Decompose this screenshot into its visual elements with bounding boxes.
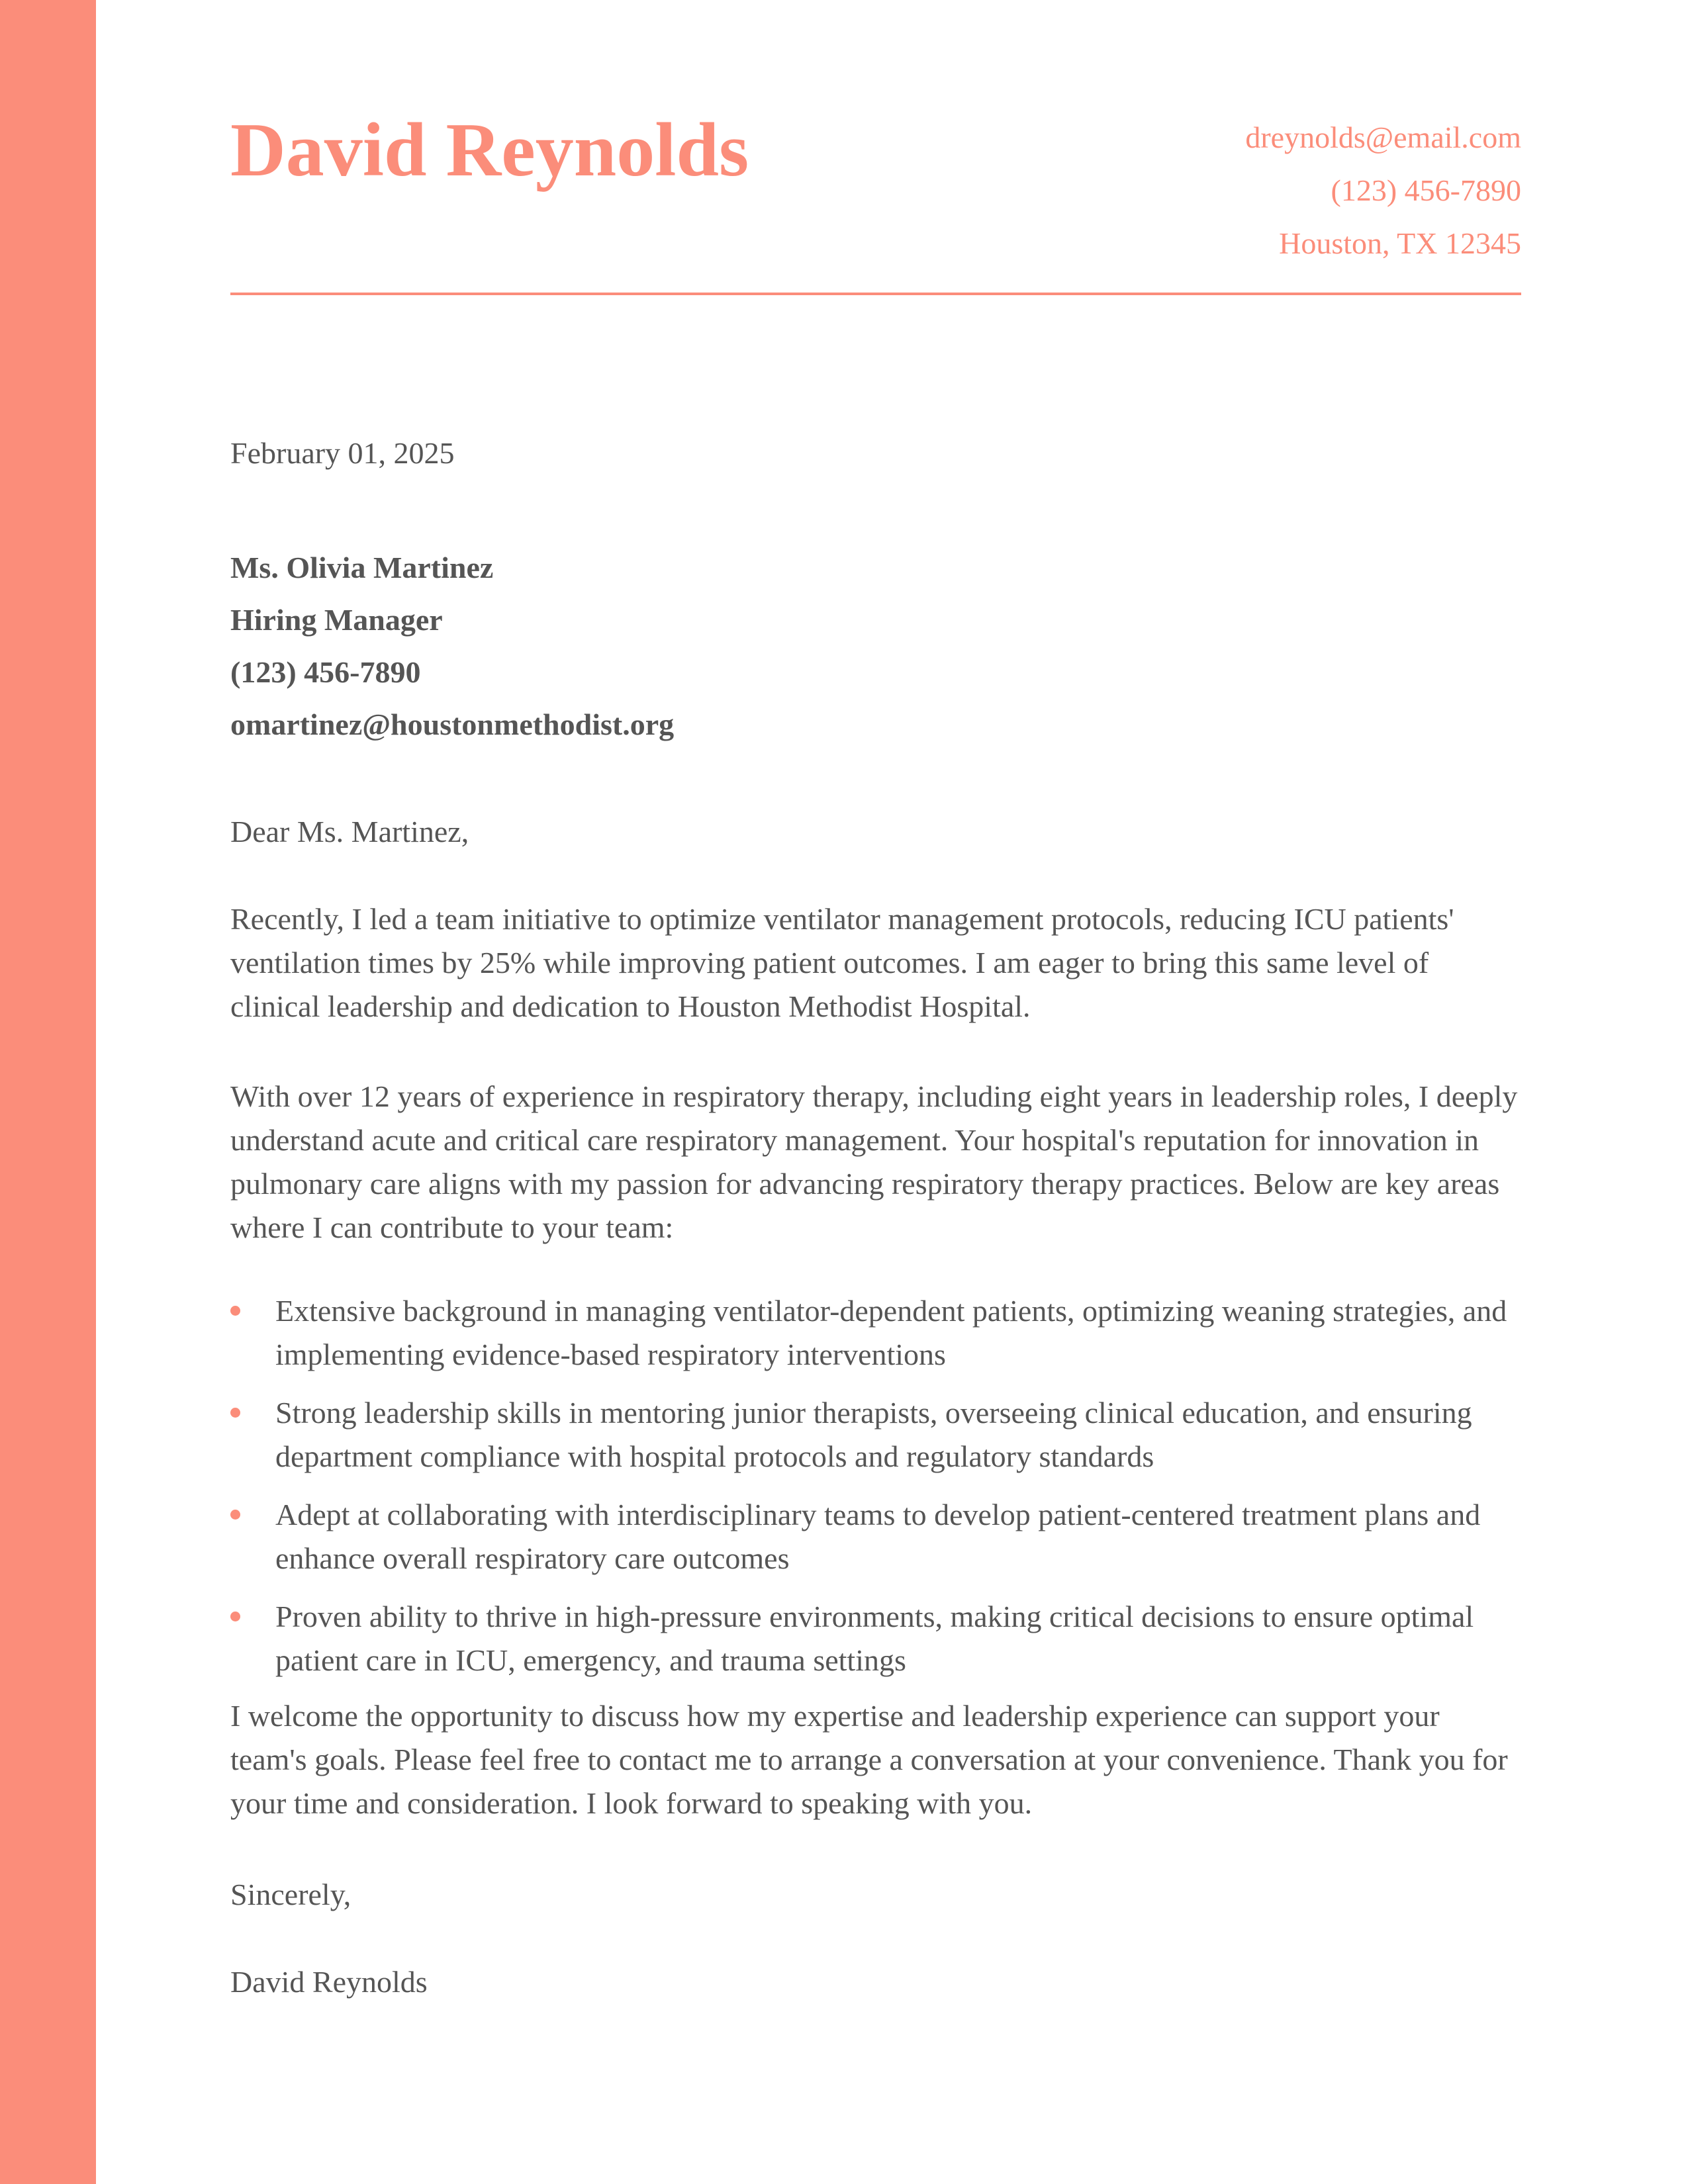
accent-sidebar (0, 0, 96, 2184)
list-item-text: Adept at collaborating with interdisciplinary teams to develop patient-centered treatment plans and enhance overall respiratory care outcomes (275, 1498, 1481, 1575)
sender-phone[interactable]: (123) 456-7890 (1331, 173, 1521, 207)
bullet-dot-icon (230, 1306, 240, 1316)
salutation: Dear Ms. Martinez, (230, 815, 469, 848)
signature: David Reynolds (230, 1965, 428, 1999)
letter-date: February 01, 2025 (230, 436, 455, 470)
cover-letter (230, 0, 1521, 1999)
list-item-text: Strong leadership skills in mentoring junior therapists, overseeing clinical education, and ensuring department compliance with hospital protocols and regulatory standards (275, 1396, 1472, 1473)
recipient-block (230, 541, 674, 751)
bullet-dot-icon (230, 1510, 240, 1520)
contribution-list (230, 1289, 1521, 1697)
list-item (230, 1289, 1521, 1377)
sender-location: Houston, TX 12345 (1279, 226, 1521, 260)
recipient-name: Ms. Olivia Martinez (230, 551, 494, 584)
body-paragraph-1: Recently, I led a team initiative to optimize ventilator management protocols, reducing ICU patients' ventilation times by 25% while improving patient outcomes. I am eager to bring this same level of clinical leadership and dedication to Houston Methodist Hospital. (230, 902, 1454, 1023)
list-item-text: Proven ability to thrive in high-pressure environments, making critical decisions to ensure optimal patient care in ICU, emergency, and trauma settings (275, 1600, 1474, 1677)
sender-name: David Reynolds (230, 108, 749, 193)
list-item (230, 1391, 1521, 1479)
bullet-dot-icon (230, 1612, 240, 1621)
recipient-title: Hiring Manager (230, 603, 443, 637)
body-paragraph-3: I welcome the opportunity to discuss how my expertise and leadership experience can support your team's goals. Please feel free to contact me to arrange a conversation at your convenience. Thank you for your time and consideration. I look forward to speaking with you. (230, 1699, 1508, 1820)
recipient-email[interactable]: omartinez@houstonmethodist.org (230, 707, 675, 741)
sender-contact (1245, 111, 1521, 270)
bullet-dot-icon (230, 1408, 240, 1418)
list-item-text: Extensive background in managing ventilator-dependent patients, optimizing weaning strategies, and implementing evidence-based respiratory interventions (275, 1294, 1507, 1371)
body-paragraph-2: With over 12 years of experience in respiratory therapy, including eight years in leadership roles, I deeply understand acute and critical care respiratory management. Your hospital's reputation for innovation in pulmonary care aligns with my passion for advancing respiratory therapy practices. Below are key areas where I can contribute to your team: (230, 1079, 1518, 1244)
recipient-phone[interactable]: (123) 456-7890 (230, 655, 421, 689)
list-item (230, 1595, 1521, 1682)
letter-header (230, 0, 1521, 296)
closing: Sincerely, (230, 1878, 352, 1911)
list-item (230, 1493, 1521, 1580)
header-divider (230, 293, 1521, 295)
sender-email[interactable]: dreynolds@email.com (1245, 120, 1521, 154)
